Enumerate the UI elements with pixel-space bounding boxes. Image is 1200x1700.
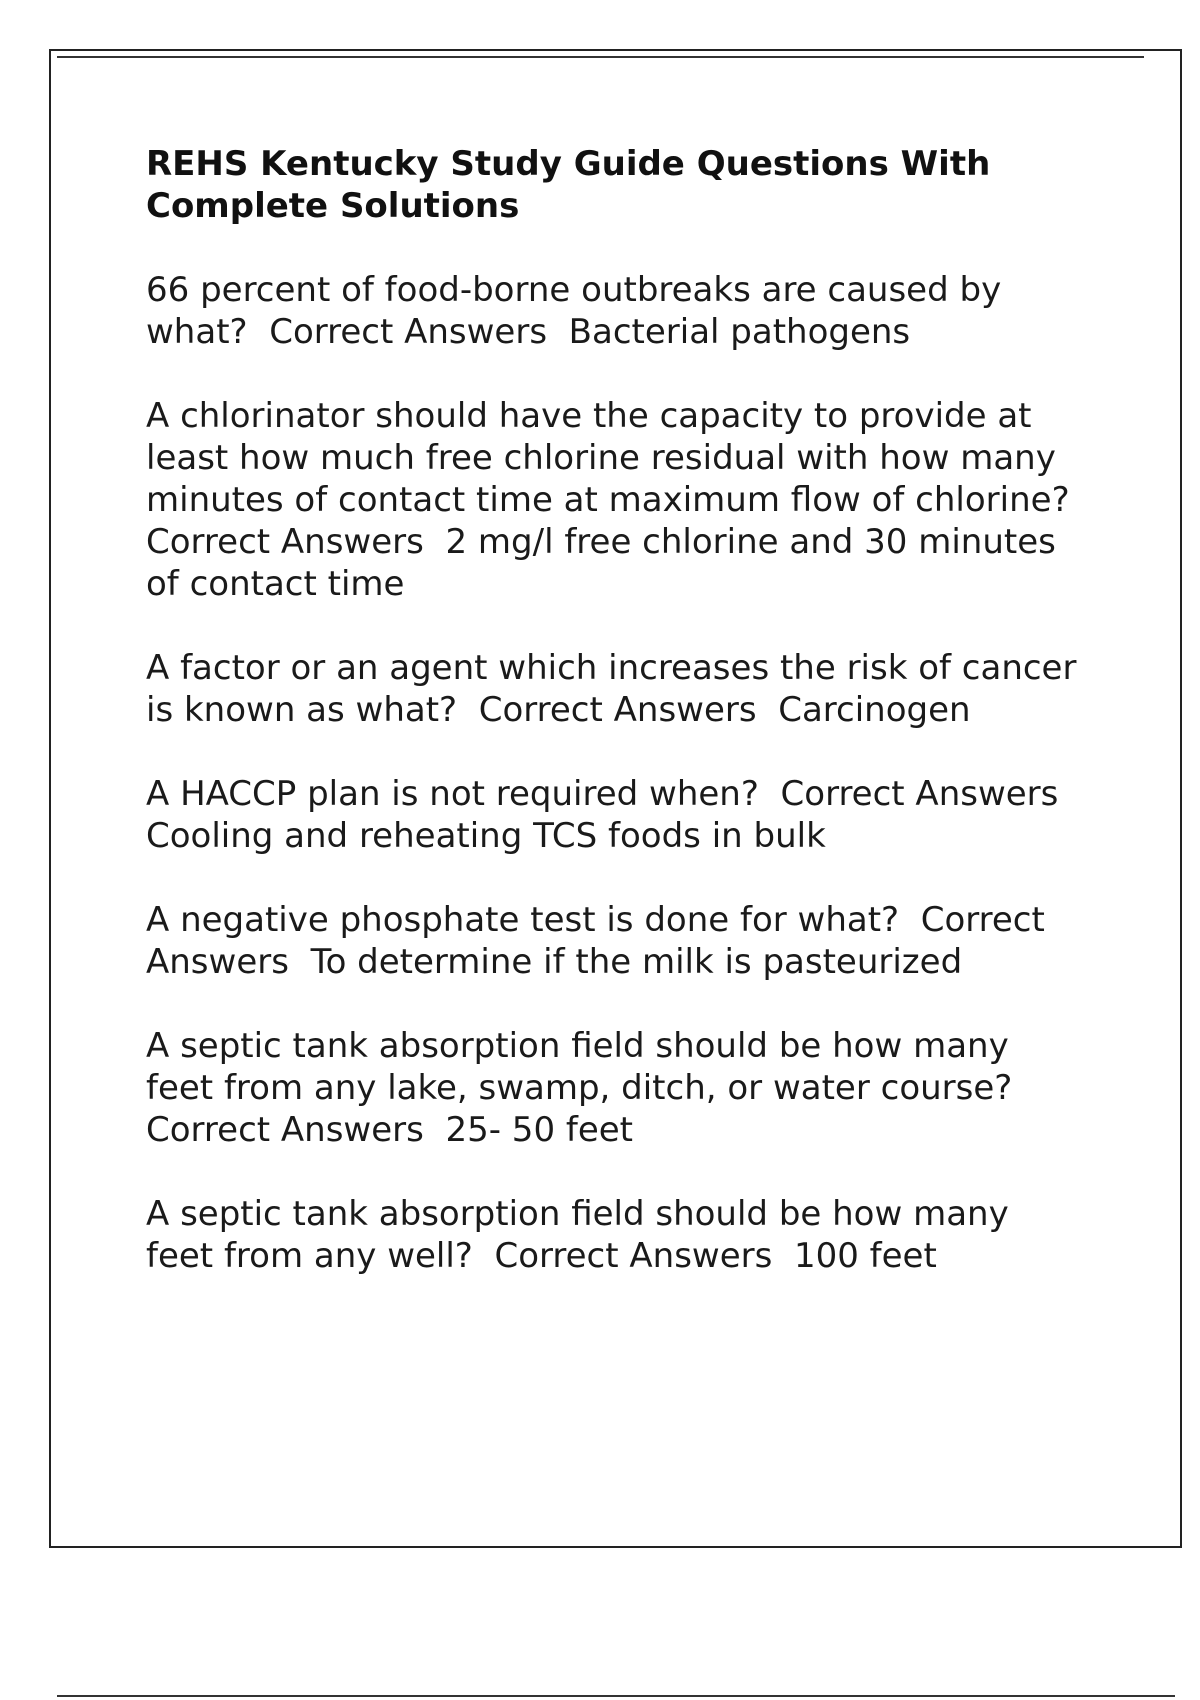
- qa-item: [146, 269, 1086, 353]
- question-text: A factor or an agent which increases the risk of cancer is known as what?: [146, 648, 1088, 730]
- document-body: [146, 143, 1086, 1319]
- answer-label: Correct Answers: [146, 900, 1056, 982]
- answer-label: Correct Answers: [146, 522, 424, 562]
- question-text: 66 percent of food-borne outbreaks are caused by what?: [146, 270, 1013, 352]
- qa-item: [146, 1193, 1086, 1277]
- answer-text: To determine if the milk is pasteurized: [310, 942, 963, 982]
- question-text: A HACCP plan is not required when?: [146, 774, 759, 814]
- header-rule: [57, 56, 1144, 58]
- qa-item: [146, 773, 1086, 857]
- footer-rule: [57, 1695, 1175, 1697]
- answer-text: Cooling and reheating TCS foods in bulk: [146, 816, 826, 856]
- question-text: A septic tank absorption field should be how many feet from any lake, swamp, ditch, or water course?: [146, 1026, 1020, 1108]
- question-text: A chlorinator should have the capacity to provide at least how much free chlorine residual with how many minutes of contact time at maximum flow of chlorine?: [146, 396, 1070, 520]
- answer-text: 25- 50 feet: [445, 1110, 634, 1150]
- answer-text: Carcinogen: [778, 690, 971, 730]
- qa-item: [146, 899, 1086, 983]
- document-title: REHS Kentucky Study Guide Questions With Complete Solutions: [146, 144, 991, 226]
- answer-label: Correct Answers: [269, 312, 548, 352]
- qa-item: [146, 395, 1086, 605]
- answer-text: 100 feet: [793, 1236, 937, 1276]
- answer-label: Correct Answers: [478, 690, 757, 730]
- answer-label: Correct Answers: [146, 1110, 424, 1150]
- question-text: A septic tank absorption field should be how many feet from any well?: [146, 1194, 1020, 1276]
- answer-label: Correct Answers: [494, 1236, 773, 1276]
- answer-text: 2 mg/l free chlorine and 30 minutes of contact time: [146, 522, 1067, 604]
- question-text: A negative phosphate test is done for what?: [146, 900, 900, 940]
- qa-item: [146, 1025, 1086, 1151]
- answer-label: Correct Answers: [780, 774, 1059, 814]
- qa-item: [146, 647, 1086, 731]
- answer-text: Bacterial pathogens: [568, 312, 911, 352]
